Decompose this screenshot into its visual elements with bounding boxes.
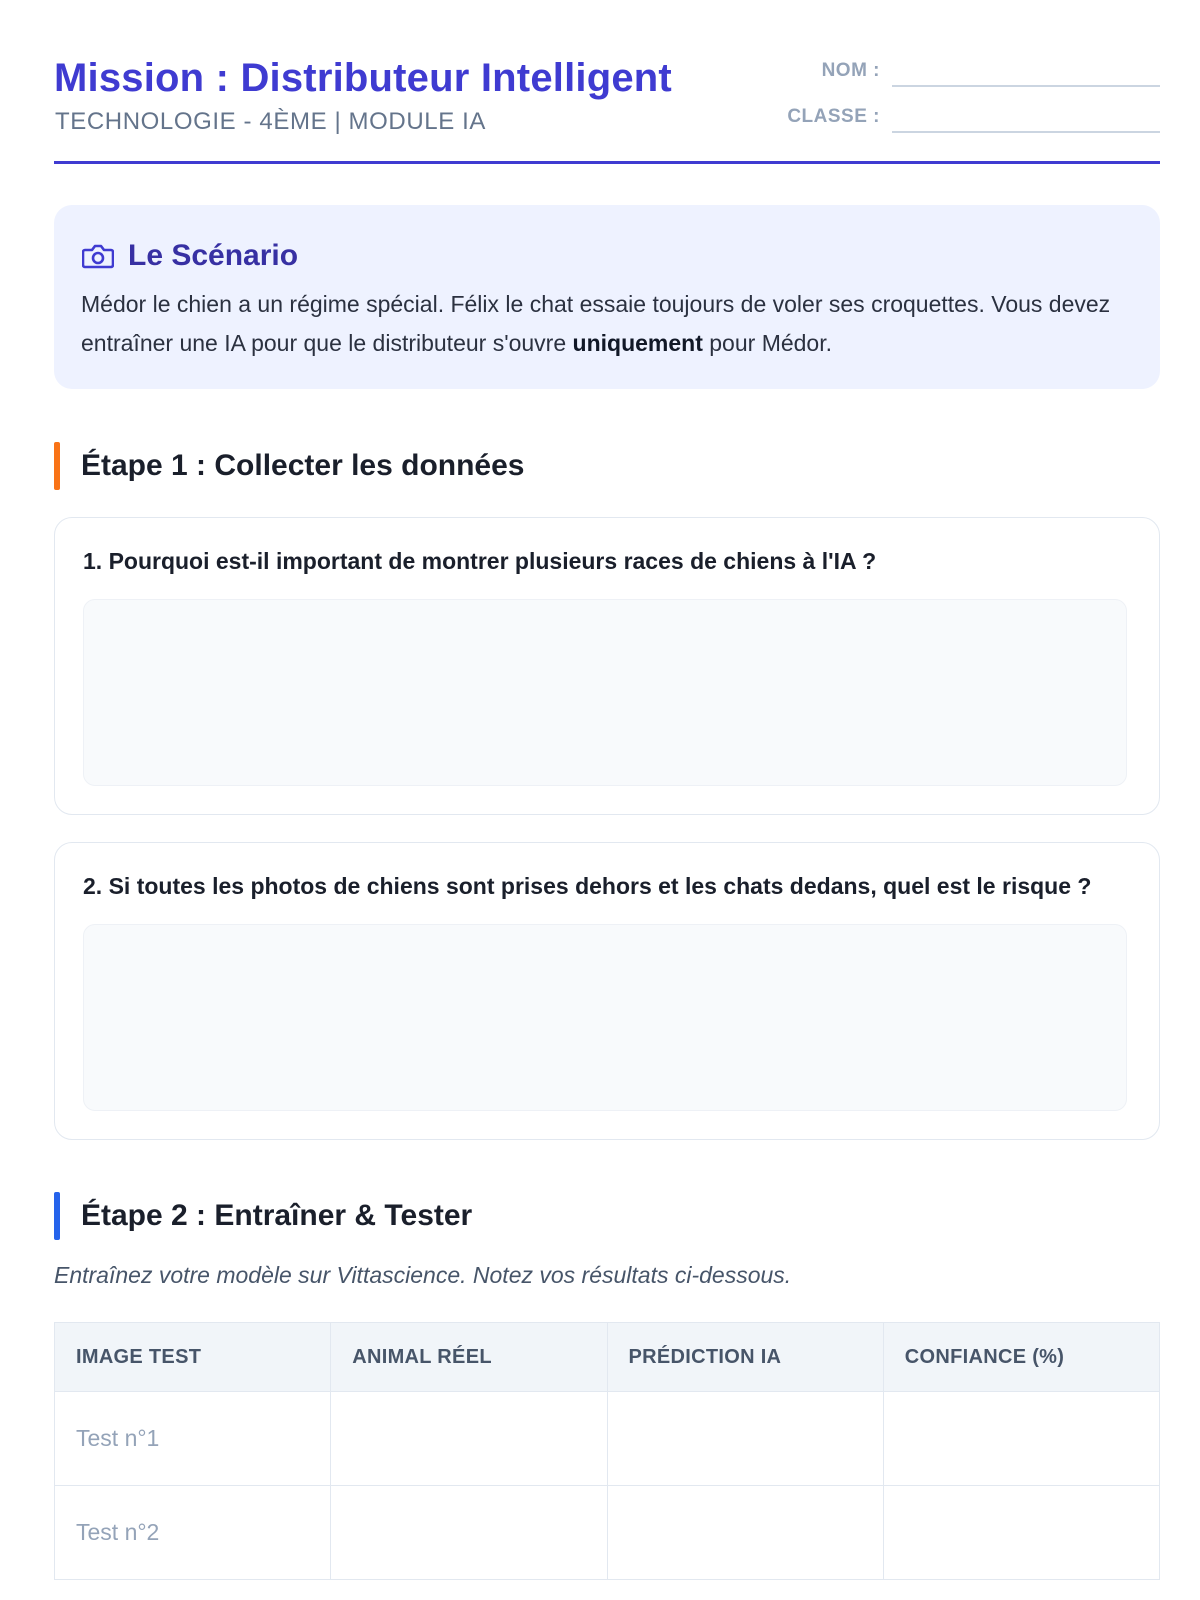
animal-reel-cell[interactable] [331,1486,607,1580]
scenario-text [81,285,1141,363]
page-title: Mission : Distributeur Intelligent [54,56,672,100]
page-subtitle: TECHNOLOGIE - 4ÈME | MODULE IA [55,108,486,135]
question-card-2 [54,842,1160,1140]
class-label: CLASSE : [787,106,880,127]
confiance-cell[interactable] [883,1392,1159,1486]
column-header-confiance: CONFIANCE (%) [883,1323,1159,1392]
column-header-animal-reel: ANIMAL RÉEL [331,1323,607,1392]
results-table [54,1322,1160,1580]
scenario-header [82,239,298,273]
step2-accent-bar [54,1192,60,1240]
column-header-prediction-ia: PRÉDICTION IA [607,1323,883,1392]
animal-reel-cell[interactable] [331,1392,607,1486]
answer-field-2[interactable] [83,924,1127,1111]
scenario-text-emphasis: uniquement [572,330,703,356]
scenario-text-start: Médor le chien a un régime spécial. Félix le chat essaie toujours de voler ses croquettes. Vous devez entraîner une IA pour que le distributeur s'ouvre [81,291,1111,356]
name-field[interactable] [892,85,1160,87]
step1-title: Étape 1 : Collecter les données [81,449,525,482]
question-2-text: 2. Si toutes les photos de chiens sont prises dehors et les chats dedans, quel est le risque ? [83,873,1092,899]
scenario-text-end: pour Médor. [702,330,833,356]
prediction-ia-cell[interactable] [607,1486,883,1580]
step1-heading [54,442,524,490]
column-header-image-test: IMAGE TEST [55,1323,331,1392]
worksheet-header [54,40,1160,164]
scenario-box [54,205,1160,389]
test-label-cell: Test n°2 [55,1486,331,1580]
question-card-1 [54,517,1160,815]
table-row [55,1486,1160,1580]
prediction-ia-cell[interactable] [607,1392,883,1486]
name-label: NOM : [821,60,880,81]
question-1-text: 1. Pourquoi est-il important de montrer plusieurs races de chiens à l'IA ? [83,548,877,574]
scenario-title: Le Scénario [128,239,299,272]
camera-icon [82,242,114,270]
step2-instruction: Entraînez votre modèle sur Vittascience. Notez vos résultats ci-dessous. [54,1262,792,1288]
answer-field-1[interactable] [83,599,1127,786]
class-field[interactable] [892,131,1160,133]
step2-title: Étape 2 : Entraîner & Tester [81,1199,473,1232]
table-row [55,1392,1160,1486]
table-header-row [55,1323,1160,1392]
step2-heading [54,1192,472,1240]
step1-accent-bar [54,442,60,490]
test-label-cell: Test n°1 [55,1392,331,1486]
confiance-cell[interactable] [883,1486,1159,1580]
